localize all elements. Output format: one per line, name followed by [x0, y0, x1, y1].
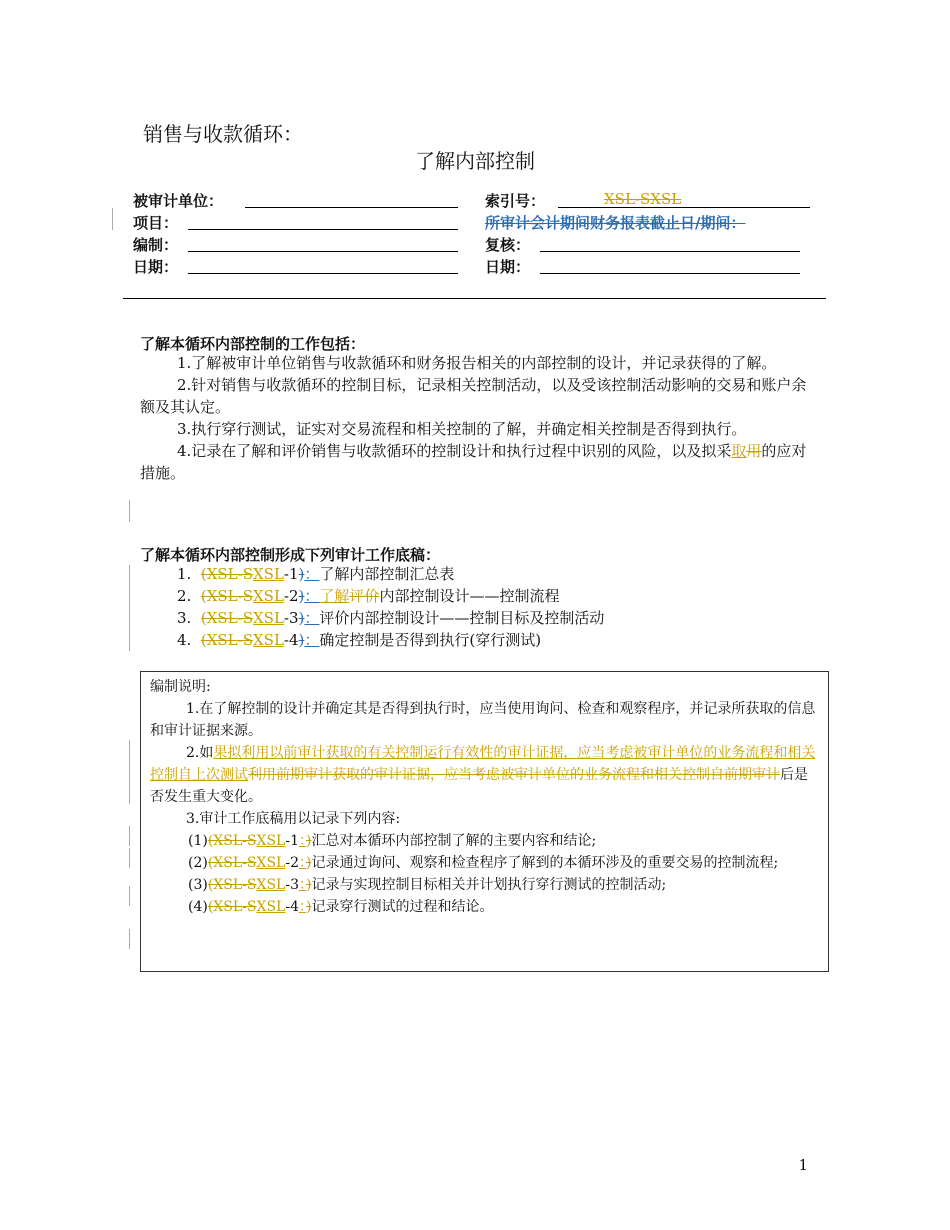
notes-heading: 编制说明:	[150, 679, 211, 695]
change-bar	[129, 826, 130, 846]
project-field[interactable]	[188, 229, 458, 230]
review-field[interactable]	[540, 251, 800, 252]
change-bar	[129, 929, 130, 949]
period-label: 所审计会计期间财务报表截止日/期间：	[485, 214, 746, 232]
project-label: 项目：	[133, 214, 179, 232]
workpaper-row-2: 2. (XSL-SXSL-2)：了解评价内部控制设计——控制流程	[177, 587, 560, 605]
section1-item3: 3.执行穿行测试，证实对交易流程和相关控制的了解，并确定相关控制是否得到执行。	[177, 420, 747, 438]
note-sub-1: (1)(XSL-SXSL-1：)汇总对本循环内部控制了解的主要内容和结论;	[188, 833, 597, 849]
section1-heading: 了解本循环内部控制的工作包括：	[140, 335, 366, 353]
section1-item1: 1.了解被审计单位销售与收款循环和财务报告相关的内部控制的设计，并记录获得的了解。	[177, 354, 777, 372]
header-divider	[123, 298, 826, 299]
date-field-right[interactable]	[540, 273, 800, 274]
workpaper-row-1: 1. (XSL-SXSL-1)：了解内部控制汇总表	[177, 565, 455, 583]
workpaper-row-4: 4. (XSL-SXSL-4)：确定控制是否得到执行(穿行测试)	[177, 631, 542, 649]
date-field-left[interactable]	[188, 273, 458, 274]
section2-heading: 了解本循环内部控制形成下列审计工作底稿：	[140, 546, 441, 564]
change-bar	[112, 208, 113, 230]
change-bar	[129, 886, 130, 906]
notes-content	[150, 676, 820, 918]
note-sub-4: (4)(XSL-SXSL-4：)记录穿行测试的过程和结论。	[188, 899, 494, 915]
change-bar	[129, 500, 130, 522]
audited-unit-label: 被审计单位：	[133, 192, 224, 210]
prepared-by-field[interactable]	[188, 251, 458, 252]
index-field[interactable]	[558, 207, 810, 208]
change-bar	[129, 740, 130, 804]
change-bar	[129, 848, 130, 868]
date-label-left: 日期：	[133, 258, 179, 276]
note-sub-3: (3)(XSL-SXSL-3：)记录与实现控制目标相关并计划执行穿行测试的控制活动;	[188, 877, 667, 893]
note-2: 2.如果拟利用以前审计获取的有关控制运行有效性的审计证据，应当考虑被审计单位的业务流程和相关控制自上次测试利用前期审计获取的审计证据，应当考虑被审计单位的业务流程和相关控制自前期审计后是否发生重大变化。	[150, 745, 816, 805]
index-label: 索引号：	[485, 192, 546, 210]
audited-unit-field[interactable]	[245, 207, 458, 208]
note-sub-2: (2)(XSL-SXSL-2：)记录通过询问、观察和检查程序了解到的本循环涉及的重要交易的控制流程;	[188, 855, 779, 871]
note-3: 3.审计工作底稿用以记录下列内容:	[186, 811, 401, 827]
note-1: 1.在了解控制的设计并确定其是否得到执行时，应当使用询问、检查和观察程序，并记录所获取的信息和审计证据来源。	[150, 701, 816, 739]
section1-body	[140, 352, 816, 484]
workpaper-row-3: 3. (XSL-SXSL-3)：评价内部控制设计——控制目标及控制活动	[177, 609, 605, 627]
change-bar	[129, 565, 130, 651]
review-label: 复核：	[485, 236, 531, 254]
section1-item2: 2.针对销售与收款循环的控制目标，记录相关控制活动，以及受该控制活动影响的交易和账户余额及其认定。	[140, 376, 807, 416]
index-value: XSL-SXSL	[604, 190, 682, 208]
date-label-right: 日期：	[485, 258, 531, 276]
title-line2: 了解内部控制	[415, 149, 535, 173]
section1-item4: 4.记录在了解和评价销售与收款循环的控制设计和执行过程中识别的风险，以及拟采取用的应对措施。	[140, 442, 807, 482]
title-line1: 销售与收款循环：	[143, 122, 303, 146]
prepared-by-label: 编制：	[133, 236, 179, 254]
page-number: 1	[798, 1156, 808, 1174]
